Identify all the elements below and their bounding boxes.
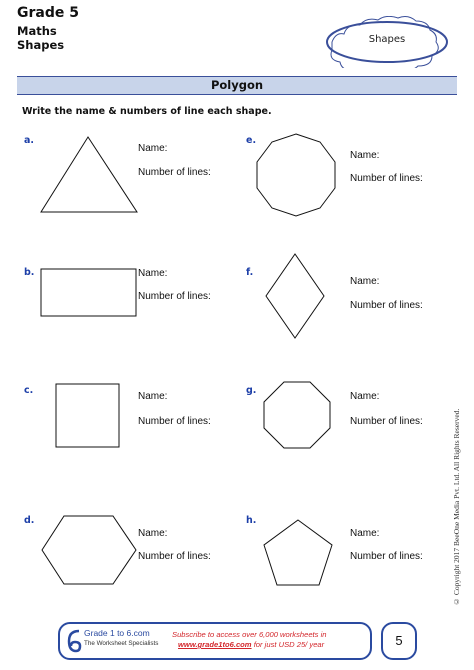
hexagon-shape	[40, 514, 138, 586]
subject-heading: Maths	[17, 24, 57, 38]
octagon-shape	[262, 380, 332, 450]
item-letter-b: b.	[24, 267, 35, 278]
pentagon-shape	[262, 518, 334, 588]
brand-logo-icon	[66, 628, 82, 654]
cloud-badge-label: Shapes	[368, 34, 406, 45]
worksheet-title: Polygon	[17, 76, 457, 95]
name-label-a: Name:	[138, 143, 168, 154]
name-label-b: Name:	[138, 268, 168, 279]
lines-label-c: Number of lines:	[138, 416, 211, 427]
name-label-d: Name:	[138, 528, 168, 539]
brand-tagline: The Worksheet Specialists	[84, 640, 159, 647]
triangle-shape	[38, 134, 140, 216]
page-number: 5	[381, 622, 417, 660]
name-label-g: Name:	[350, 391, 380, 402]
lines-label-g: Number of lines:	[350, 416, 423, 427]
grade-heading: Grade 5	[17, 5, 79, 21]
name-label-f: Name:	[350, 276, 380, 287]
copyright-notice: © Copyright 2017 BeeOne Media Pvt. Ltd. All Rights Reserved.	[452, 408, 461, 606]
lines-label-h: Number of lines:	[350, 551, 423, 562]
topic-heading: Shapes	[17, 38, 65, 52]
item-letter-e: e.	[246, 135, 257, 146]
decagon-shape	[253, 132, 339, 218]
item-letter-g: g.	[246, 385, 257, 396]
item-letter-c: c.	[24, 385, 34, 396]
lines-label-a: Number of lines:	[138, 167, 211, 178]
rectangle-shape	[40, 268, 138, 318]
name-label-c: Name:	[138, 391, 168, 402]
item-letter-f: f.	[246, 267, 254, 278]
promo-line-1: Subscribe to access over 6,000 worksheets in	[172, 630, 327, 639]
promo-line-2	[178, 640, 324, 649]
square-shape	[55, 383, 121, 449]
lines-label-e: Number of lines:	[350, 173, 423, 184]
item-letter-h: h.	[246, 515, 257, 526]
promo-link[interactable]: www.grade1to6.com	[178, 640, 252, 649]
name-label-h: Name:	[350, 528, 380, 539]
lines-label-d: Number of lines:	[138, 551, 211, 562]
lines-label-b: Number of lines:	[138, 291, 211, 302]
brand-name: Grade 1 to 6.com	[84, 628, 150, 638]
instruction-text: Write the name & numbers of line each shape.	[22, 106, 272, 117]
promo-price: for just USD 25/ year	[251, 640, 325, 649]
lines-label-f: Number of lines:	[350, 300, 423, 311]
item-letter-a: a.	[24, 135, 35, 146]
item-letter-d: d.	[24, 515, 35, 526]
rhombus-shape	[264, 252, 326, 340]
name-label-e: Name:	[350, 150, 380, 161]
